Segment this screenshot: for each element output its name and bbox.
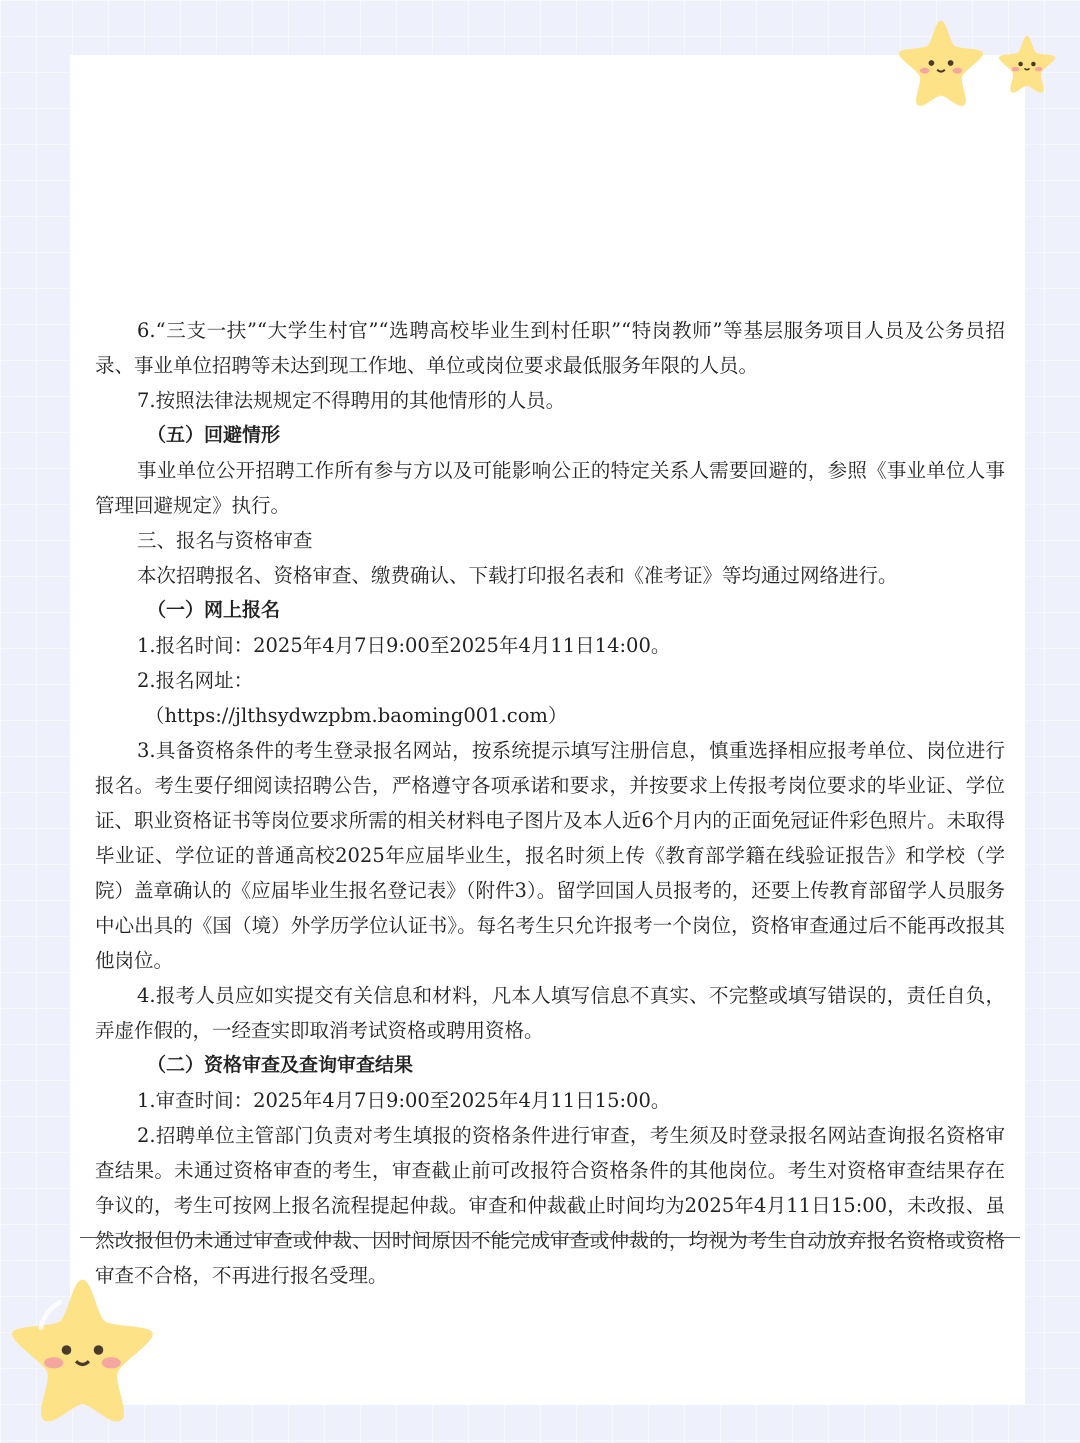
paragraph-item-7: 7.按照法律法规规定不得聘用的其他情形的人员。 — [137, 389, 566, 412]
paragraph-review-process: 2.招聘单位主管部门负责对考生填报的资格条件进行审查，考生须及时登录报名网站查询报名资格审查结果。未通过资格审查的考生，审查截止前可改报符合资格条件的其他岗位。考生对资格审查结果存在争议的，考生可按网上报名流程提起仲裁。审查和仲裁截止时间均为2025年4月11日15:00，未改报、虽然改报但仍未通过审查或仲裁、因时间原因不能完成审查或仲裁的，均视为考生自动放弃报名资格或资格审查不合格，不再进行报名受理。 — [95, 1124, 1005, 1287]
paragraph-review-time: 1.审查时间：2025年4月7日9:00至2025年4月11日15:00。 — [137, 1089, 671, 1112]
section-heading-qualification-review: （二）资格审查及查询审查结果 — [147, 1054, 414, 1076]
section-heading-registration: 三、报名与资格审查 — [137, 529, 313, 552]
paragraph-registration-intro: 本次招聘报名、资格审查、缴费确认、下载打印报名表和《准考证》等均通过网络进行。 — [137, 564, 898, 587]
document-page — [70, 55, 1025, 1405]
star-face-icon — [995, 32, 1059, 96]
page-divider — [80, 1237, 1020, 1238]
star-face-icon — [893, 15, 989, 111]
paragraph-recusal: 事业单位公开招聘工作所有参与方以及可能影响公正的特定关系人需要回避的，参照《事业单位人事管理回避规定》执行。 — [95, 459, 1005, 517]
paragraph-registration-url-label: 2.报名网址： — [137, 669, 254, 692]
paragraph-registration-steps: 3.具备资格条件的考生登录报名网站，按系统提示填写注册信息，慎重选择相应报考单位、岗位进行报名。考生要仔细阅读招聘公告，严格遵守各项承诺和要求，并按要求上传报考岗位要求的毕业证、学位证、职业资格证书等岗位要求所需的相关材料电子图片及本人近6个月内的正面免冠证件彩色照片。未取得毕业证、学位证的普通高校2025年应届毕业生，报名时须上传《教育部学籍在线验证报告》和学校（学院）盖章确认的《应届毕业生报名登记表》（附件3）。留学回国人员报考的，还要上传教育部留学人员服务中心出具的《国（境）外学历学位认证书》。每名考生只允许报考一个岗位，资格审查通过后不能再改报其他岗位。 — [95, 739, 1005, 972]
registration-url: （https://jlthsydwzpbm.baoming001.com） — [145, 704, 568, 727]
paragraph-registration-time: 1.报名时间：2025年4月7日9:00至2025年4月11日14:00。 — [137, 634, 671, 657]
section-heading-online-registration: （一）网上报名 — [147, 599, 281, 621]
paragraph-truthful-info: 4.报考人员应如实提交有关信息和材料，凡本人填写信息不真实、不完整或填写错误的，责任自负，弄虚作假的，一经查实即取消考试资格或聘用资格。 — [95, 984, 1005, 1042]
document-body — [95, 313, 1005, 1293]
star-face-icon — [0, 1270, 165, 1430]
paragraph-item-6: 6.“三支一扶”“大学生村官”“选聘高校毕业生到村任职”“特岗教师”等基层服务项目人员及公务员招录、事业单位招聘等未达到现工作地、单位或岗位要求最低服务年限的人员。 — [95, 319, 1005, 377]
section-heading-recusal: （五）回避情形 — [147, 424, 281, 446]
